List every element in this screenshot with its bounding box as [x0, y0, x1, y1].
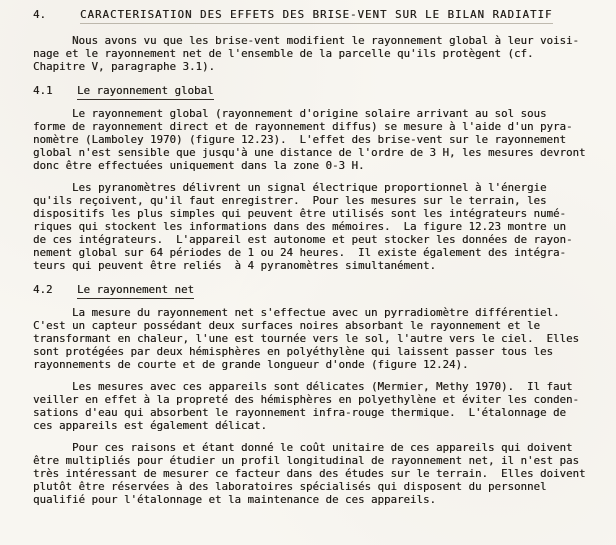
section-number: 4.2 — [33, 283, 53, 296]
text-line: riques qui stockent les informations dans des mémoires. La figure 12.23 montre un — [33, 220, 567, 233]
paragraph — [33, 441, 598, 506]
text-line: donc être effectuées uniquement dans la zone 0-3 H. — [33, 159, 365, 172]
text-line: forme de rayonnement direct et de rayonnement diffus) se mesure à l'aide d'un pyra- — [33, 120, 573, 133]
text-line: veiller en effet à la propreté des hémisphères en polyethylène et éviter les conden- — [33, 393, 580, 406]
intro-paragraph — [33, 34, 598, 73]
section-heading-4-2 — [33, 283, 598, 299]
text-line: C'est un capteur possédant deux surfaces noires absorbant le rayonnement et le — [33, 319, 541, 332]
section-title: Le rayonnement net — [77, 283, 194, 299]
text-line: Pour ces raisons et étant donné le coût unitaire de ces appareils qui doivent — [33, 441, 573, 454]
text-line: rayonnements de courte et de grande longueur d'onde (figure 12.24). — [33, 358, 469, 371]
text-line: être multipliés pour étudier un profil longitudinal de rayonnement net, il n'est pas — [33, 454, 580, 467]
text-line: ces appareils est également délicat. — [33, 419, 268, 432]
text-line: nomètre (Lamboley 1970) (figure 12.23). L'effet des brise-vent sur le rayonnement — [33, 133, 567, 146]
text-line: plutôt être réservées à des laboratoires spécialisés qui disposent du personnel — [33, 480, 547, 493]
text-line: qualifié pour l'étalonnage et la maintenance de ces appareils. — [33, 493, 437, 506]
paragraph — [33, 306, 598, 371]
text-line: de ces intégrateurs. L'appareil est autonome et peut stocker les données de rayon- — [33, 233, 573, 246]
text-line: nement global sur 64 périodes de 1 ou 24 heures. Il existe également des intégra- — [33, 246, 567, 259]
text-line: transformant en chaleur, l'une est tournée vers le sol, l'autre vers le ciel. Elles — [33, 332, 580, 345]
text-line: Les pyranomètres délivrent un signal électrique proportionnel à l'énergie — [33, 181, 547, 194]
paragraph — [33, 380, 598, 432]
section-number: 4.1 — [33, 84, 53, 97]
paragraph — [33, 107, 598, 172]
section-heading-4-1 — [33, 84, 598, 100]
text-line: teurs qui peuvent être reliés à 4 pyranomètres simultanément. — [33, 259, 437, 272]
text-line: qu'ils reçoivent, qu'il faut enregistrer. Pour les mesures sur le terrain, les — [33, 194, 547, 207]
text-line: Le rayonnement global (rayonnement d'origine solaire arrivant au sol sous — [33, 107, 547, 120]
text-line: sations d'eau qui absorbent le rayonnement infra-rouge thermique. L'étalonnage de — [33, 406, 567, 419]
document-heading — [33, 8, 598, 24]
text-line: nage et le rayonnement net de l'ensemble de la parcelle qu'ils protègent (cf. — [33, 47, 534, 60]
text-line: très intéressant de mesurer ce facteur dans des études sur le terrain. Elles doivent — [33, 467, 586, 480]
text-line: La mesure du rayonnement net s'effectue avec un pyrradiomètre différentiel. — [33, 306, 560, 319]
paragraph — [33, 181, 598, 272]
text-line: global n'est sensible que jusqu'à une distance de l'ordre de 3 H, les mesures devront — [33, 146, 586, 159]
text-line: Les mesures avec ces appareils sont délicates (Mermier, Methy 1970). Il faut — [33, 380, 573, 393]
text-line: Chapitre V, paragraphe 3.1). — [33, 60, 216, 73]
text-line: dispositifs les plus simples qui peuvent être utilisés sont les intégrateurs numé- — [33, 207, 567, 220]
section-title: Le rayonnement global — [77, 84, 214, 100]
text-line: sont protégées par deux hémisphères en polyéthylène qui laissent passer tous les — [33, 345, 554, 358]
heading-title: CARACTERISATION DES EFFETS DES BRISE-VENT SUR LE BILAN RADIATIF — [80, 8, 553, 24]
text-line: Nous avons vu que les brise-vent modifient le rayonnement global à leur voisi- — [33, 34, 580, 47]
heading-number: 4. — [33, 8, 47, 21]
